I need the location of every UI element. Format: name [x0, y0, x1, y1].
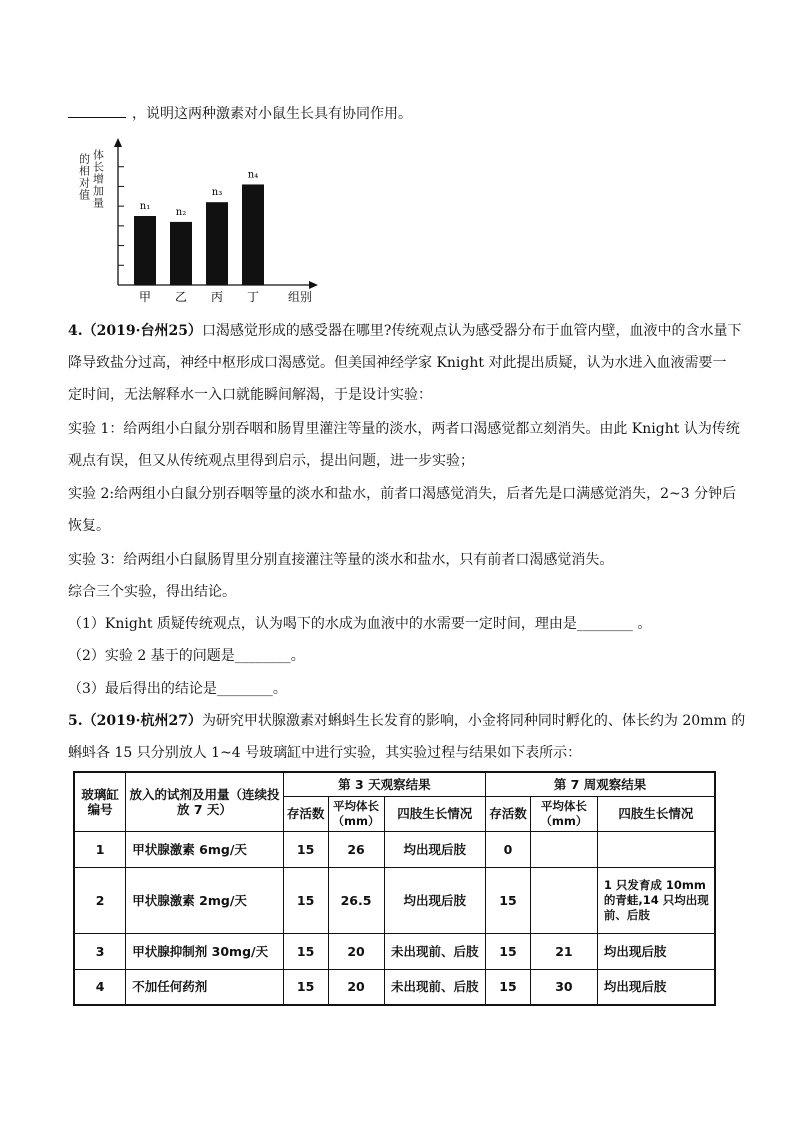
category-label: 乙	[174, 290, 188, 304]
answer-blank	[68, 103, 126, 118]
category-label: 丁	[246, 290, 260, 304]
bar-甲	[134, 216, 156, 285]
y-label-col1: 体长增加量	[91, 149, 105, 209]
q4-line-6: 恢复。	[68, 518, 110, 534]
header-limb-day3: 四肢生长情况	[384, 796, 486, 831]
category-label: 甲	[138, 290, 152, 304]
q5-title: 5.（2019·杭州27）	[68, 713, 202, 729]
header-alive-day3: 存活数	[283, 796, 328, 831]
data-label: n₂	[175, 206, 187, 218]
header-length-day3: 平均体长（mm）	[328, 796, 384, 831]
data-label: n₄	[247, 169, 259, 181]
table-row: 4 不加任何药剂 15 20 未出现前、后肢 15 30 均出现后肢	[74, 969, 715, 1005]
q4-title: 4.（2019·台州25）	[68, 323, 202, 339]
q4-line-5: 实验 2:给两组小白鼠分别吞咽等量的淡水和盐水，前者口渴感觉消失，后者先是口满感觉消失，2~3 分钟后	[68, 486, 737, 502]
x-axis-label: 组别	[288, 290, 313, 304]
data-label: n₁	[139, 201, 151, 212]
header-limb-week7: 四肢生长情况	[597, 796, 715, 831]
header-reagent: 放入的试剂及用量（连续投放 7 天）	[126, 772, 283, 831]
results-table	[73, 771, 716, 1006]
bar-丁	[242, 184, 264, 285]
header-alive-week7: 存活数	[486, 796, 531, 831]
bar-乙	[170, 222, 192, 285]
y-axis-label	[78, 148, 105, 209]
q4-subq-2: （2）实验 2 基于的问题是________。	[68, 648, 305, 664]
bar-chart	[70, 135, 330, 305]
q4-line-1: 降导致盐分过高，神经中枢形成口渴感觉。但美国神经学家 Knight 对此提出质疑，认为水进入血液需要一	[68, 355, 727, 371]
data-label: n₃	[211, 187, 223, 199]
intro-line	[68, 103, 412, 124]
bars	[134, 169, 264, 285]
category-label: 丙	[210, 290, 224, 304]
q4-line-2: 定时间，无法解释水一入口就能瞬间解渴，于是设计实验：	[68, 387, 432, 403]
q4-subq-1: （1）Knight 质疑传统观点，认为喝下的水成为血液中的水需要一定时间，理由是________ 。	[68, 616, 652, 632]
q5-line-2: 蝌蚪各 15 只分别放人 1~4 号玻璃缸中进行实验，其实验过程与结果如下表所示：	[68, 745, 582, 761]
x-axis-arrow	[309, 281, 318, 289]
header-day3: 第 3 天观察结果	[283, 772, 485, 796]
q4-line-0: 4.（2019·台州25）口渴感觉形成的感受器在哪里?传统观点认为感受器分布于血管内壁，血液中的含水量下	[68, 323, 742, 339]
q4-subq-3: （3）最后得出的结论是________。	[68, 681, 287, 697]
y-axis-arrow	[114, 138, 122, 147]
q4-line-8: 综合三个实验，得出结论。	[68, 584, 236, 600]
q4-line-7: 实验 3：给两组小白鼠肠胃里分别直接灌注等量的淡水和盐水，只有前者口渴感觉消失。	[68, 552, 614, 568]
category-labels	[139, 290, 259, 304]
header-week7: 第 7 周观察结果	[486, 772, 715, 796]
q4-line-3: 实验 1：给两组小白鼠分别吞咽和肠胃里灌注等量的淡水，两者口渴感觉都立刻消失。由此 Knight 认为传统	[68, 421, 740, 437]
table-row: 3 甲状腺抑制剂 30mg/天 15 20 未出现前、后肢 15 21 均出现后肢	[74, 933, 715, 969]
header-tank: 玻璃缸编号	[74, 772, 126, 831]
intro-text: ，说明这两种激素对小鼠生长具有协同作用。	[132, 106, 412, 122]
table-row: 2 甲状腺激素 2mg/天 15 26.5 均出现后肢 15 1 只发育成 10mm 的青蛙,14 只均出现前、后肢	[74, 867, 715, 933]
header-length-week7: 平均体长（mm）	[530, 796, 597, 831]
q5-line-1: 5.（2019·杭州27）为研究甲状腺激素对蝌蚪生长发育的影响，小金将同种同时孵化的、体长约为 20mm 的	[68, 713, 746, 729]
y-label-col2: 的相对值	[77, 153, 91, 201]
q4-line-4: 观点有误，但又从传统观点里得到启示，提出问题，进一步实验；	[68, 453, 474, 469]
bar-丙	[206, 202, 228, 285]
table-row: 1 甲状腺激素 6mg/天 15 26 均出现后肢 0	[74, 831, 715, 867]
y-ticks	[118, 167, 124, 266]
